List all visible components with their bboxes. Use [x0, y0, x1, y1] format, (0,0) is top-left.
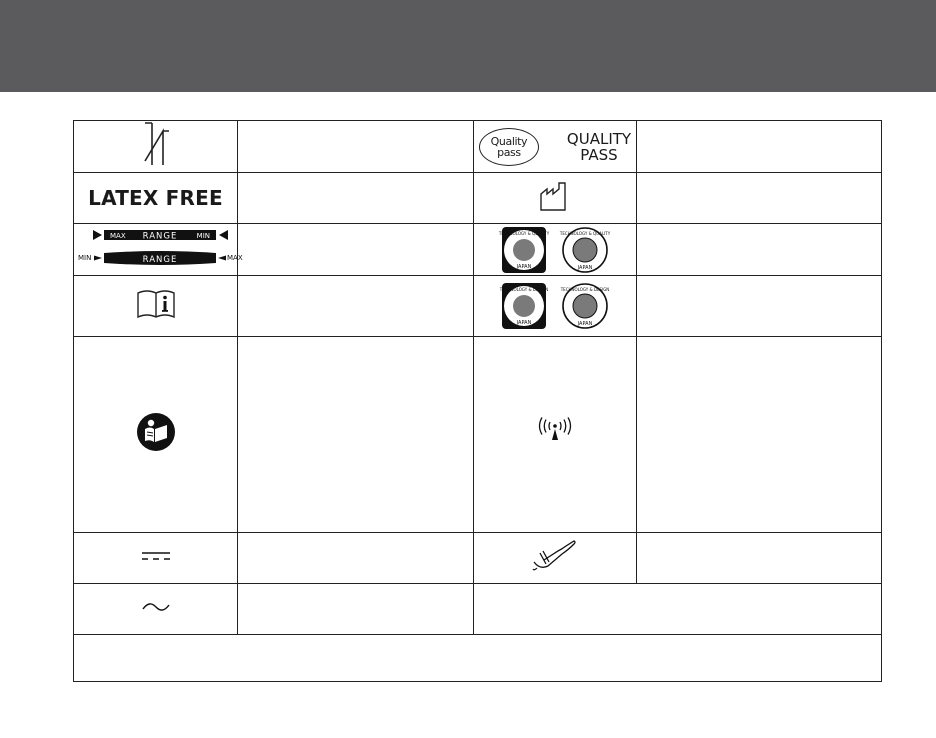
- range-bottom-label: RANGE: [142, 255, 177, 265]
- technology-quality-japan-seal: [498, 226, 550, 274]
- technology-quality-japan-seal: [561, 226, 609, 274]
- description-cell: [238, 121, 474, 173]
- description-cell: [637, 173, 882, 224]
- quality-pass-text: [567, 131, 631, 163]
- quality-pass-line1: QUALITY: [566, 129, 632, 148]
- symbol-cell: [474, 173, 637, 224]
- symbol-table: [73, 120, 882, 682]
- manufacturer-icon: [539, 180, 571, 212]
- technology-design-japan-seals: [474, 282, 636, 330]
- symbol-cell: [74, 533, 238, 584]
- range-top-min: MIN: [196, 232, 210, 240]
- footer-cell: [74, 635, 882, 682]
- description-cell: [238, 224, 474, 276]
- seal-country: JAPAN: [577, 264, 593, 271]
- description-cell: [238, 533, 474, 584]
- symbol-cell: [474, 337, 637, 533]
- description-cell: [238, 337, 474, 533]
- seal-country: JAPAN: [516, 320, 532, 326]
- non-ionizing-radiation-icon: [537, 418, 573, 446]
- description-cell: [637, 224, 882, 276]
- table-row: [74, 635, 882, 682]
- table-row: [74, 173, 882, 224]
- quality-pass-logo-line2: pass: [497, 145, 521, 159]
- range-bottom-min: MIN: [77, 254, 91, 262]
- technology-quality-japan-seals: [474, 226, 636, 274]
- description-cell: [637, 276, 882, 337]
- range-bottom-max: MAX: [226, 254, 243, 262]
- alternating-current-icon: [142, 601, 170, 613]
- description-cell: [474, 584, 882, 635]
- quality-pass-logo-line1: Quality: [490, 134, 528, 148]
- range-top-max: MAX: [109, 232, 126, 240]
- description-cell: [637, 121, 882, 173]
- description-cell: [637, 337, 882, 533]
- symbol-cell: [474, 224, 637, 276]
- description-cell: [238, 173, 474, 224]
- technology-design-japan-seal: [501, 282, 547, 330]
- symbol-cell: [74, 337, 238, 533]
- seal-text: TECHNOLOGY & DESIGN: [560, 287, 610, 292]
- seal-text: TECHNOLOGY & QUALITY: [498, 230, 550, 236]
- seal-text: TECHNOLOGY & DESIGN: [499, 287, 549, 292]
- seal-country: JAPAN: [577, 321, 593, 327]
- symbol-cell: [74, 276, 238, 337]
- table-row: [74, 584, 882, 635]
- latex-free-label: LATEX FREE: [88, 186, 223, 210]
- symbol-cell: [474, 276, 637, 337]
- consult-instructions-icon: [136, 288, 176, 320]
- direct-current-icon: [141, 550, 171, 562]
- symbol-cell: [74, 173, 238, 224]
- table-row: [74, 276, 882, 337]
- symbol-cell: [74, 584, 238, 635]
- table-row: [74, 533, 882, 584]
- table-row: [74, 121, 882, 173]
- table-row: [74, 224, 882, 276]
- arm-cuff-icon: [532, 540, 578, 572]
- seal-text: TECHNOLOGY & QUALITY: [559, 230, 611, 236]
- description-cell: [637, 533, 882, 584]
- symbol-cell: [474, 533, 637, 584]
- table-row: [74, 337, 882, 533]
- description-cell: [238, 584, 474, 635]
- quality-pass-line2: PASS: [580, 145, 618, 164]
- symbol-cell: [474, 121, 637, 173]
- temperature-limit-icon: [141, 121, 171, 167]
- range-indicator-icon: [76, 225, 243, 269]
- range-top-label: RANGE: [142, 231, 177, 242]
- quality-pass-logo: [479, 128, 539, 166]
- seal-country: JAPAN: [516, 263, 532, 270]
- technology-design-japan-seal: [561, 282, 609, 330]
- symbol-cell: [74, 224, 243, 276]
- header-band: [0, 0, 936, 92]
- description-cell: [238, 276, 474, 337]
- follow-instructions-icon: [136, 412, 176, 452]
- symbol-cell: [74, 121, 238, 173]
